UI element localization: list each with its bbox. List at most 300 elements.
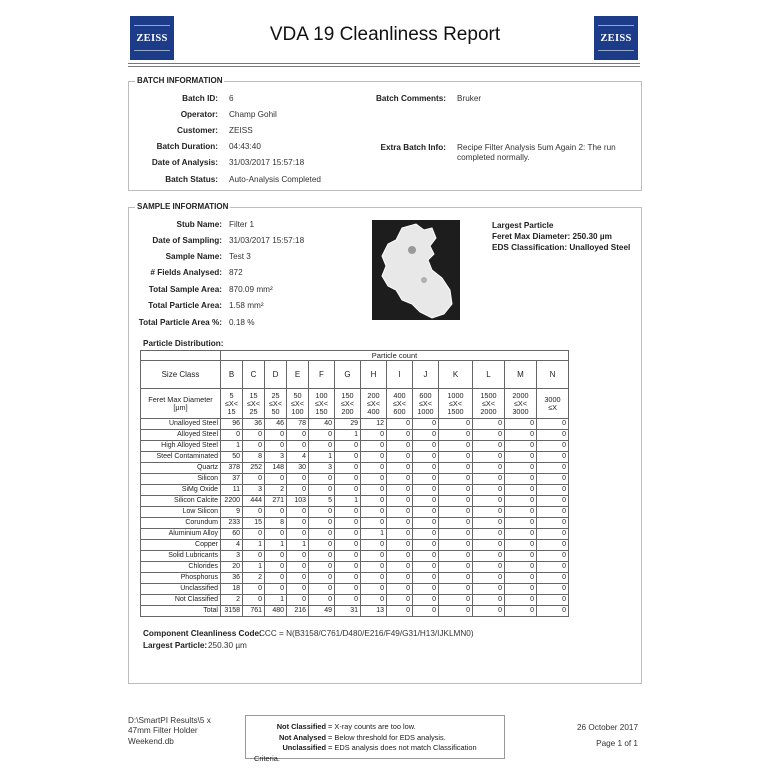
feret-range-part: ≤X<	[448, 398, 463, 408]
count-cell: 0	[265, 430, 287, 441]
count-cell: 0	[473, 606, 505, 617]
feret-range-part: 25	[249, 406, 258, 416]
count-cell: 0	[505, 463, 537, 474]
largest-particle-eds: EDS Classification: Unalloyed Steel	[492, 243, 631, 253]
count-cell: 15	[243, 518, 265, 529]
size-class-cell: L	[473, 361, 505, 389]
batch-comments-value: Bruker	[457, 94, 482, 103]
count-cell: 0	[335, 441, 361, 452]
count-cell: 1	[335, 430, 361, 441]
legend-term: Unclassified	[282, 743, 326, 753]
count-cell: 0	[335, 529, 361, 540]
count-cell: 0	[505, 584, 537, 595]
count-cell: 0	[335, 573, 361, 584]
count-cell: 20	[221, 562, 243, 573]
count-cell: 0	[537, 595, 569, 606]
legend-line	[254, 743, 496, 764]
count-cell: 0	[505, 452, 537, 463]
count-cell: 0	[473, 419, 505, 430]
row-material-name: Solid Lubricants	[141, 551, 221, 562]
count-cell: 0	[537, 474, 569, 485]
count-cell: 60	[221, 529, 243, 540]
feret-range-part: 150	[341, 390, 354, 400]
count-cell: 0	[361, 573, 387, 584]
row-material-name: Steel Contaminated	[141, 452, 221, 463]
count-cell: 3	[243, 485, 265, 496]
count-cell: 0	[439, 452, 473, 463]
count-cell: 0	[505, 606, 537, 617]
row-material-name: Not Classified	[141, 595, 221, 606]
feret-range-part: ≤X<	[340, 398, 355, 408]
table-row	[141, 474, 569, 485]
count-cell: 0	[335, 507, 361, 518]
sample-field-label: Total Particle Area:	[148, 301, 222, 310]
extra-batch-info-value: Recipe Filter Analysis 5um Again 2: The run completed normally.	[457, 143, 616, 163]
count-cell: 0	[387, 529, 413, 540]
count-cell: 40	[309, 419, 335, 430]
row-material-name: Phosphorus	[141, 573, 221, 584]
count-cell: 0	[387, 419, 413, 430]
table-row	[141, 441, 569, 452]
count-cell: 0	[387, 595, 413, 606]
feret-range-part: 100	[291, 406, 304, 416]
extra-batch-info-label: Extra Batch Info:	[380, 143, 446, 152]
table-row	[141, 518, 569, 529]
legend-line	[254, 722, 496, 733]
feret-range-cell	[287, 389, 309, 419]
feret-range-part: 1000	[447, 390, 464, 400]
count-cell: 0	[265, 529, 287, 540]
largest-particle-summary	[492, 220, 630, 253]
count-cell: 148	[265, 463, 287, 474]
count-cell: 0	[309, 529, 335, 540]
count-cell: 0	[413, 540, 439, 551]
batch-field-value: 04:43:40	[229, 142, 261, 151]
legend-line	[254, 733, 496, 744]
count-cell: 0	[473, 540, 505, 551]
count-cell: 5	[309, 496, 335, 507]
size-class-cell: H	[361, 361, 387, 389]
feret-range-part: 50	[293, 390, 302, 400]
count-cell: 1	[243, 562, 265, 573]
count-cell: 0	[505, 562, 537, 573]
particle-shape	[372, 220, 460, 320]
row-material-name: Low Silicon	[141, 507, 221, 518]
table-row	[141, 584, 569, 595]
size-class-cell: B	[221, 361, 243, 389]
count-cell: 0	[413, 584, 439, 595]
row-material-name: Aluminium Alloy	[141, 529, 221, 540]
count-cell: 0	[243, 441, 265, 452]
count-cell: 1	[221, 441, 243, 452]
count-cell: 0	[287, 584, 309, 595]
table-row	[141, 485, 569, 496]
row-material-name: Silicon Calcite	[141, 496, 221, 507]
count-cell: 11	[221, 485, 243, 496]
size-class-cell: C	[243, 361, 265, 389]
batch-field-label: Customer:	[177, 126, 218, 135]
feret-range-part: 600	[419, 390, 432, 400]
count-cell: 1	[243, 540, 265, 551]
count-cell: 0	[287, 529, 309, 540]
largest-particle-value: 250.30 µm	[208, 641, 247, 650]
count-cell: 0	[439, 463, 473, 474]
feret-range-cell	[309, 389, 335, 419]
count-cell: 0	[439, 540, 473, 551]
count-cell: 0	[473, 430, 505, 441]
count-cell: 13	[361, 606, 387, 617]
feret-range-part: 3000	[544, 394, 561, 404]
count-cell: 0	[361, 441, 387, 452]
count-cell: 0	[473, 496, 505, 507]
batch-comments-label: Batch Comments:	[375, 94, 446, 103]
table-row	[141, 507, 569, 518]
count-cell: 0	[537, 584, 569, 595]
count-cell: 0	[439, 496, 473, 507]
count-cell: 0	[413, 551, 439, 562]
count-cell: 0	[287, 441, 309, 452]
largest-particle-diameter: Feret Max Diameter: 250.30 µm	[492, 232, 612, 242]
count-cell: 0	[473, 562, 505, 573]
count-cell: 0	[505, 474, 537, 485]
feret-range-part: ≤X<	[513, 398, 528, 408]
feret-range-cell	[265, 389, 287, 419]
row-material-name: Chlorides	[141, 562, 221, 573]
batch-field-value: Auto-Analysis Completed	[229, 175, 321, 184]
count-cell: 0	[361, 540, 387, 551]
count-cell: 0	[287, 562, 309, 573]
count-cell: 0	[537, 441, 569, 452]
feret-range-part: ≤X<	[418, 398, 433, 408]
table-row	[141, 452, 569, 463]
count-cell: 0	[413, 452, 439, 463]
feret-range-part: 200	[367, 390, 380, 400]
sample-field-value: 870.09 mm²	[229, 285, 273, 294]
batch-section-title: BATCH INFORMATION	[137, 76, 223, 85]
count-cell: 0	[505, 507, 537, 518]
count-cell: 0	[265, 584, 287, 595]
size-class-cell: K	[439, 361, 473, 389]
count-cell: 0	[537, 606, 569, 617]
feret-range-cell	[505, 389, 537, 419]
feret-range-part: 25	[271, 390, 280, 400]
count-cell: 0	[439, 441, 473, 452]
count-cell: 0	[243, 507, 265, 518]
count-cell: 0	[361, 496, 387, 507]
count-cell: 0	[413, 529, 439, 540]
count-cell: 0	[505, 529, 537, 540]
size-class-cell: G	[335, 361, 361, 389]
sample-section-title: SAMPLE INFORMATION	[137, 202, 229, 211]
count-cell: 0	[473, 573, 505, 584]
count-cell: 0	[413, 474, 439, 485]
count-cell: 1	[361, 529, 387, 540]
feret-range-part: 400	[393, 390, 406, 400]
count-cell: 0	[505, 518, 537, 529]
count-cell: 0	[505, 496, 537, 507]
count-cell: 0	[387, 573, 413, 584]
count-cell: 4	[221, 540, 243, 551]
feret-range-part: 200	[341, 406, 354, 416]
count-cell: 3	[221, 551, 243, 562]
count-cell: 0	[265, 474, 287, 485]
count-cell: 0	[387, 507, 413, 518]
count-cell: 0	[413, 507, 439, 518]
count-cell: 0	[309, 540, 335, 551]
row-material-name: High Alloyed Steel	[141, 441, 221, 452]
count-cell: 0	[309, 485, 335, 496]
report-date: 26 October 2017	[577, 723, 638, 732]
count-cell: 0	[505, 441, 537, 452]
count-cell: 0	[387, 474, 413, 485]
count-cell: 0	[387, 430, 413, 441]
size-class-cell: N	[537, 361, 569, 389]
count-cell: 0	[287, 518, 309, 529]
count-cell: 0	[361, 595, 387, 606]
classification-legend	[245, 715, 505, 764]
count-cell: 0	[413, 573, 439, 584]
count-cell: 1	[265, 540, 287, 551]
count-cell: 0	[439, 551, 473, 562]
count-cell: 1	[309, 452, 335, 463]
count-cell: 0	[537, 496, 569, 507]
row-material-name: Total	[141, 606, 221, 617]
sample-field-value: 31/03/2017 15:57:18	[229, 236, 305, 245]
count-cell: 0	[537, 419, 569, 430]
count-cell: 0	[387, 551, 413, 562]
count-cell: 0	[439, 507, 473, 518]
feret-range-cell	[361, 389, 387, 419]
count-cell: 0	[505, 430, 537, 441]
count-cell: 0	[537, 507, 569, 518]
count-cell: 0	[537, 430, 569, 441]
count-cell: 46	[265, 419, 287, 430]
table-row	[141, 463, 569, 474]
feret-range-cell	[335, 389, 361, 419]
sample-field-label: # Fields Analysed:	[150, 268, 222, 277]
count-cell: 0	[473, 584, 505, 595]
count-cell: 0	[439, 474, 473, 485]
feret-range-part: 5	[229, 390, 234, 400]
count-cell: 3	[309, 463, 335, 474]
feret-range-part: ≤X<	[224, 398, 239, 408]
count-cell: 0	[243, 430, 265, 441]
size-class-cell: E	[287, 361, 309, 389]
size-class-row	[141, 361, 569, 389]
count-cell: 8	[265, 518, 287, 529]
table-row	[141, 419, 569, 430]
count-cell: 0	[309, 518, 335, 529]
table-row	[141, 551, 569, 562]
count-cell: 0	[335, 595, 361, 606]
sample-field-label: Total Particle Area %:	[138, 318, 222, 327]
count-cell: 18	[221, 584, 243, 595]
count-cell: 0	[413, 562, 439, 573]
count-cell: 0	[361, 562, 387, 573]
count-cell: 0	[537, 551, 569, 562]
count-cell: 0	[413, 485, 439, 496]
zeiss-logo-right: ZEISS	[594, 16, 638, 60]
count-cell: 0	[309, 584, 335, 595]
batch-field-value: ZEISS	[229, 126, 253, 135]
count-cell: 0	[413, 441, 439, 452]
count-cell: 9	[221, 507, 243, 518]
count-cell: 30	[287, 463, 309, 474]
count-cell: 36	[221, 573, 243, 584]
feret-range-part: 1000	[417, 406, 434, 416]
count-cell: 0	[265, 441, 287, 452]
count-cell: 0	[387, 540, 413, 551]
count-cell: 0	[537, 529, 569, 540]
report-title: VDA 19 Cleanliness Report	[269, 24, 501, 45]
legend-term: Not Analysed	[279, 732, 326, 742]
count-cell: 4	[287, 452, 309, 463]
table-header-row	[141, 351, 569, 361]
count-cell: 78	[287, 419, 309, 430]
feret-range-part: ≤X<	[481, 398, 496, 408]
legend-desc: = EDS analysis does not match Classification Criteria.	[254, 743, 477, 764]
count-cell: 0	[473, 474, 505, 485]
feret-range-part: ≤X<	[366, 398, 381, 408]
feret-range-part: 15	[227, 406, 236, 416]
count-cell: 0	[361, 518, 387, 529]
legend-term: Not Classified	[276, 722, 326, 731]
sample-field-value: 0.18 %	[229, 318, 255, 327]
count-cell: 0	[287, 573, 309, 584]
database-path: D:\SmartPI Results\5 x 47mm Filter Holder Weekend.db	[128, 716, 211, 746]
feret-range-cell	[537, 389, 569, 419]
row-material-name: Unclassified	[141, 584, 221, 595]
count-cell: 0	[243, 595, 265, 606]
feret-range-cell	[473, 389, 505, 419]
feret-range-cell	[387, 389, 413, 419]
feret-range-row	[141, 389, 569, 419]
count-cell: 2200	[221, 496, 243, 507]
largest-particle-title: Largest Particle	[492, 221, 554, 230]
size-class-cell: J	[413, 361, 439, 389]
count-cell: 0	[265, 551, 287, 562]
feret-range-part: ≤X<	[246, 398, 261, 408]
count-cell: 0	[387, 518, 413, 529]
feret-range-part: 3000	[512, 406, 529, 416]
largest-particle-label: Largest Particle:	[143, 641, 208, 650]
ccc-value: CCC = N(B3158/C761/D480/E216/F49/G31/H13/IJKLMN0)	[259, 629, 474, 638]
sample-field-label: Total Sample Area:	[148, 285, 222, 294]
count-cell: 0	[439, 584, 473, 595]
count-cell: 0	[287, 474, 309, 485]
batch-field-label: Batch Duration:	[156, 142, 218, 151]
count-cell: 0	[361, 452, 387, 463]
feret-range-cell	[413, 389, 439, 419]
count-cell: 0	[413, 463, 439, 474]
count-cell: 0	[243, 551, 265, 562]
table-row	[141, 562, 569, 573]
count-cell: 480	[265, 606, 287, 617]
count-cell: 0	[287, 430, 309, 441]
count-cell: 0	[243, 474, 265, 485]
feret-label: Feret Max Diameter [µm]	[141, 389, 221, 419]
count-cell: 0	[335, 551, 361, 562]
count-cell: 0	[335, 584, 361, 595]
count-cell: 0	[537, 485, 569, 496]
feret-range-part: ≤X	[548, 402, 557, 412]
count-cell: 0	[439, 562, 473, 573]
row-material-name: Alloyed Steel	[141, 430, 221, 441]
count-cell: 2	[265, 485, 287, 496]
count-cell: 0	[287, 551, 309, 562]
count-cell: 1	[265, 595, 287, 606]
feret-range-part: 50	[271, 406, 280, 416]
count-cell: 0	[335, 452, 361, 463]
table-row	[141, 529, 569, 540]
count-cell: 0	[335, 562, 361, 573]
count-cell: 36	[243, 419, 265, 430]
count-cell: 0	[309, 595, 335, 606]
count-cell: 0	[505, 551, 537, 562]
feret-range-part: 1500	[480, 390, 497, 400]
count-cell: 1	[335, 496, 361, 507]
row-material-name: Copper	[141, 540, 221, 551]
zeiss-logo-left: ZEISS	[130, 16, 174, 60]
count-cell: 0	[473, 595, 505, 606]
count-cell: 0	[439, 485, 473, 496]
count-cell: 0	[309, 474, 335, 485]
count-cell: 8	[243, 452, 265, 463]
batch-field-label: Batch ID:	[182, 94, 218, 103]
count-cell: 0	[265, 573, 287, 584]
count-cell: 0	[361, 507, 387, 518]
count-cell: 50	[221, 452, 243, 463]
count-cell: 0	[505, 595, 537, 606]
feret-range-part: 100	[315, 390, 328, 400]
feret-range-part: 400	[367, 406, 380, 416]
count-cell: 0	[537, 463, 569, 474]
table-row	[141, 606, 569, 617]
count-cell: 0	[361, 463, 387, 474]
count-cell: 0	[309, 430, 335, 441]
count-cell: 0	[473, 507, 505, 518]
batch-field-label: Date of Analysis:	[151, 158, 218, 167]
feret-range-part: ≤X<	[392, 398, 407, 408]
count-cell: 0	[439, 595, 473, 606]
header-rule-top	[128, 63, 640, 64]
row-material-name: Silicon	[141, 474, 221, 485]
table-row	[141, 430, 569, 441]
count-cell: 0	[309, 551, 335, 562]
batch-field-label: Batch Status:	[165, 175, 218, 184]
count-cell: 0	[287, 507, 309, 518]
feret-range-part: 150	[315, 406, 328, 416]
feret-range-part: ≤X<	[314, 398, 329, 408]
count-cell: 37	[221, 474, 243, 485]
count-cell: 0	[361, 584, 387, 595]
row-material-name: Quartz	[141, 463, 221, 474]
count-cell: 12	[361, 419, 387, 430]
sample-field-label: Stub Name:	[176, 220, 222, 229]
count-cell: 0	[505, 573, 537, 584]
count-cell: 0	[473, 452, 505, 463]
count-cell: 0	[309, 562, 335, 573]
batch-field-value: 6	[229, 94, 234, 103]
count-cell: 96	[221, 419, 243, 430]
count-cell: 0	[335, 518, 361, 529]
count-cell: 233	[221, 518, 243, 529]
count-cell: 3158	[221, 606, 243, 617]
count-cell: 0	[505, 540, 537, 551]
count-cell: 0	[413, 430, 439, 441]
row-material-name: Unalloyed Steel	[141, 419, 221, 430]
count-cell: 0	[265, 562, 287, 573]
